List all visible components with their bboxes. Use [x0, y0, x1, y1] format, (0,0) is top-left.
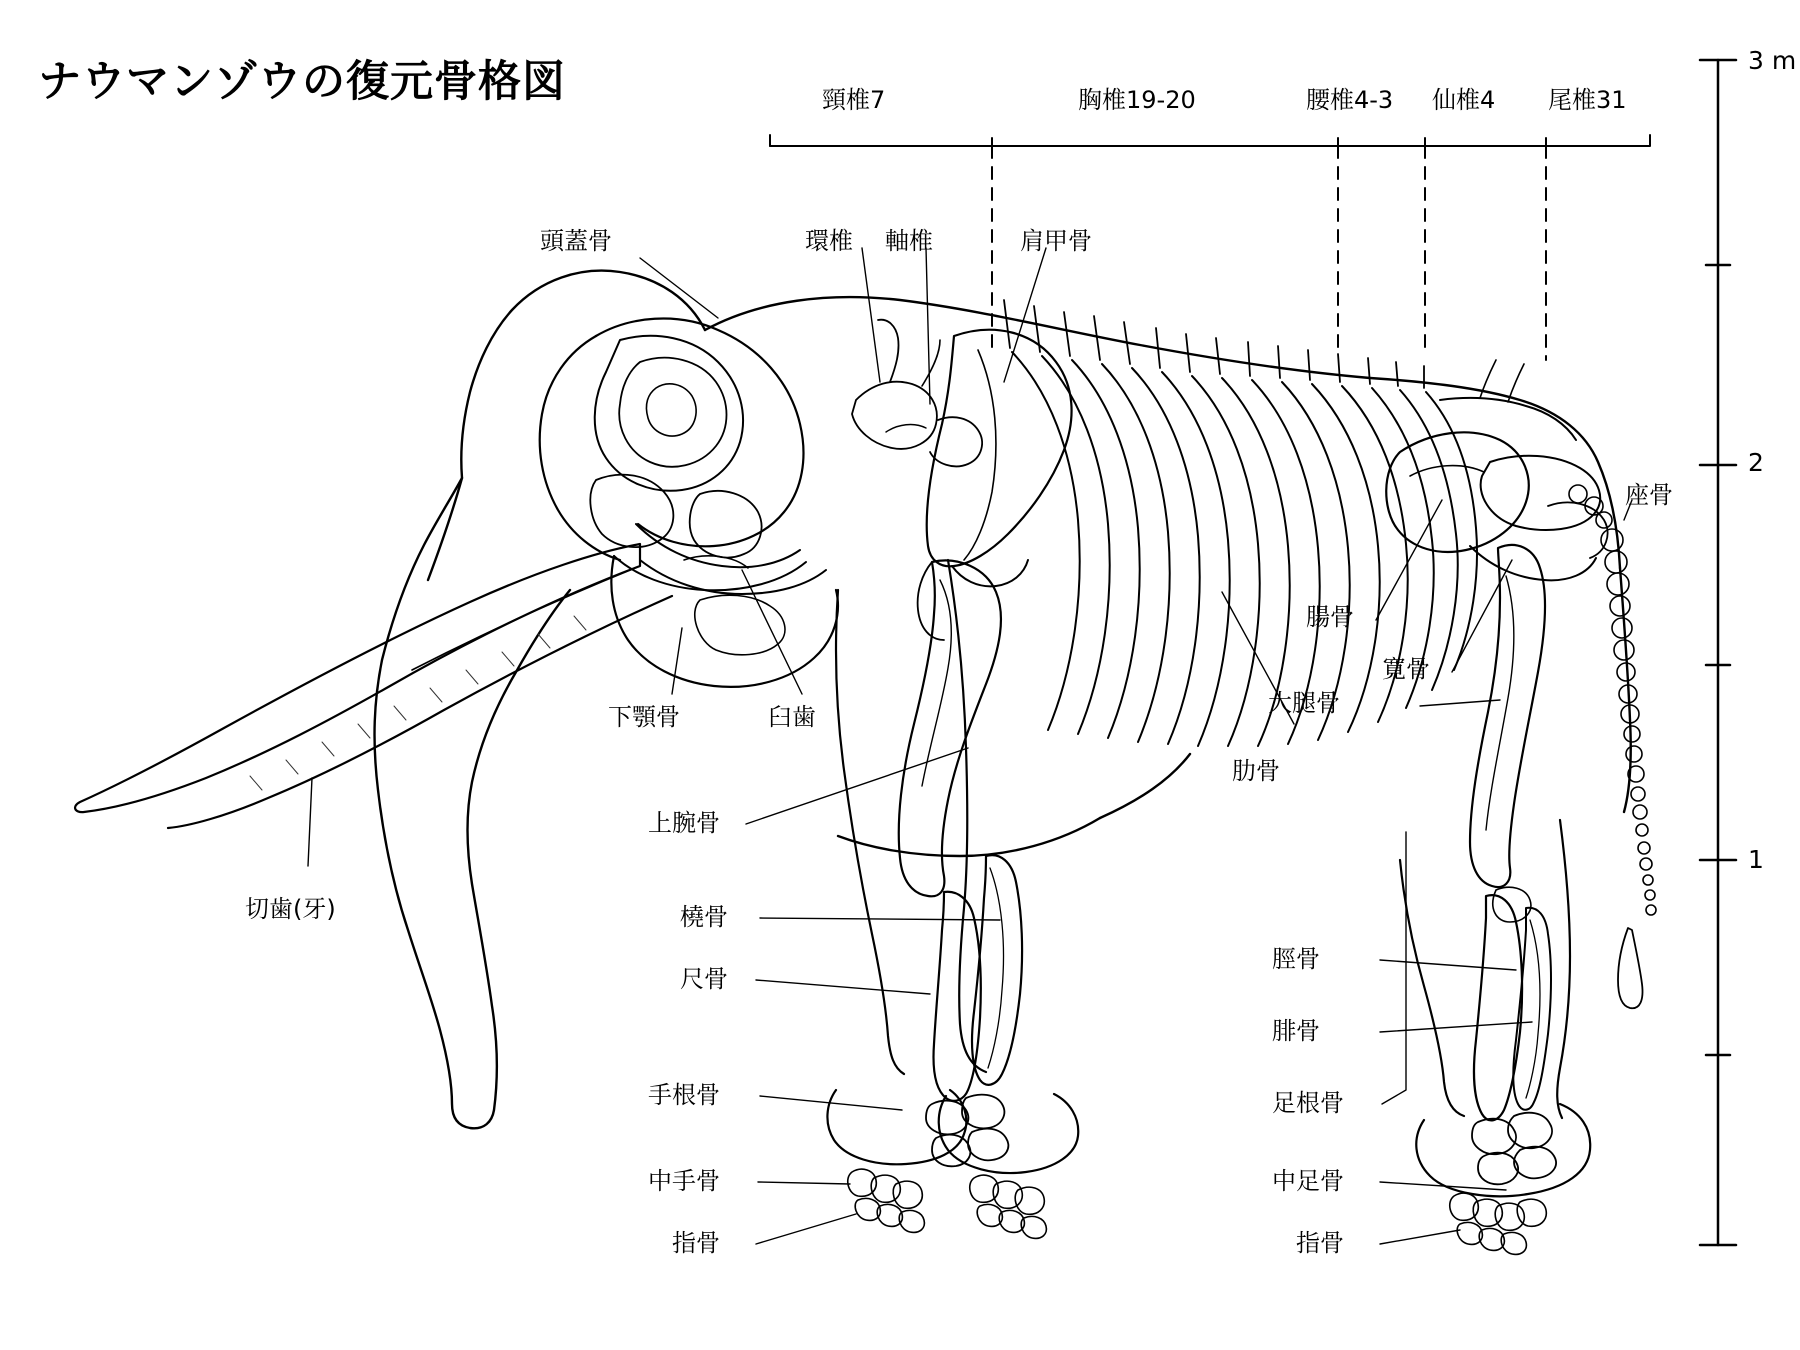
label-hip-bone: 寛骨	[1382, 655, 1430, 683]
label-metatarsals: 中足骨	[1272, 1167, 1344, 1195]
label-tarsals: 足根骨	[1272, 1089, 1344, 1117]
bracket-label-cervical: 頸椎7	[822, 86, 886, 114]
spine-lumbar-sacral-caudal	[1440, 360, 1656, 1008]
label-leader-lines	[308, 248, 1632, 1244]
label-femur: 大腿骨	[1268, 689, 1340, 717]
label-skull: 頭蓋骨	[540, 227, 612, 255]
label-molar: 臼歯	[768, 703, 816, 731]
label-ribs: 肋骨	[1232, 757, 1280, 785]
bracket-label-lumbar: 腰椎4-3	[1306, 86, 1394, 114]
page-title: ナウマンゾウの復元骨格図	[38, 57, 566, 107]
scale-tick-1: 1	[1748, 845, 1764, 874]
cervical-vertebrae	[852, 320, 982, 467]
hindlimb-bones	[1450, 545, 1556, 1254]
scapula-bone	[927, 330, 1072, 587]
label-atlas: 環椎	[805, 227, 853, 255]
label-metacarpals: 中手骨	[648, 1167, 720, 1195]
label-incisor-tusk: 切歯(牙)	[245, 895, 336, 923]
label-ulna: 尺骨	[680, 965, 728, 993]
scale-tick-2: 2	[1748, 448, 1764, 477]
label-humerus: 上腕骨	[648, 809, 720, 837]
scale-top-label: 3 m	[1748, 46, 1797, 75]
label-fibula: 腓骨	[1272, 1017, 1320, 1045]
bracket-label-caudal: 尾椎31	[1548, 86, 1627, 114]
mandible-bones	[611, 556, 838, 687]
label-tibia: 脛骨	[1272, 945, 1320, 973]
label-ischium: 座骨	[1625, 481, 1673, 509]
tusks	[75, 544, 672, 828]
bracket-label-sacral: 仙椎4	[1432, 86, 1496, 114]
label-axis: 軸椎	[885, 227, 933, 255]
label-mandible: 下顎骨	[608, 703, 680, 731]
label-carpals: 手根骨	[648, 1081, 720, 1109]
scale-bar	[1700, 60, 1736, 1245]
label-ilium: 腸骨	[1306, 603, 1354, 631]
forelimb-bones	[848, 560, 1047, 1238]
label-phalanges-hind: 指骨	[1296, 1229, 1344, 1257]
label-radius: 橈骨	[680, 903, 728, 931]
vertebrae-bracket-group	[770, 135, 1650, 146]
label-phalanges-front: 指骨	[672, 1229, 720, 1257]
bracket-label-thoracic: 胸椎19-20	[1078, 86, 1196, 114]
label-scapula: 肩甲骨	[1020, 227, 1092, 255]
skull-bones	[540, 319, 826, 594]
